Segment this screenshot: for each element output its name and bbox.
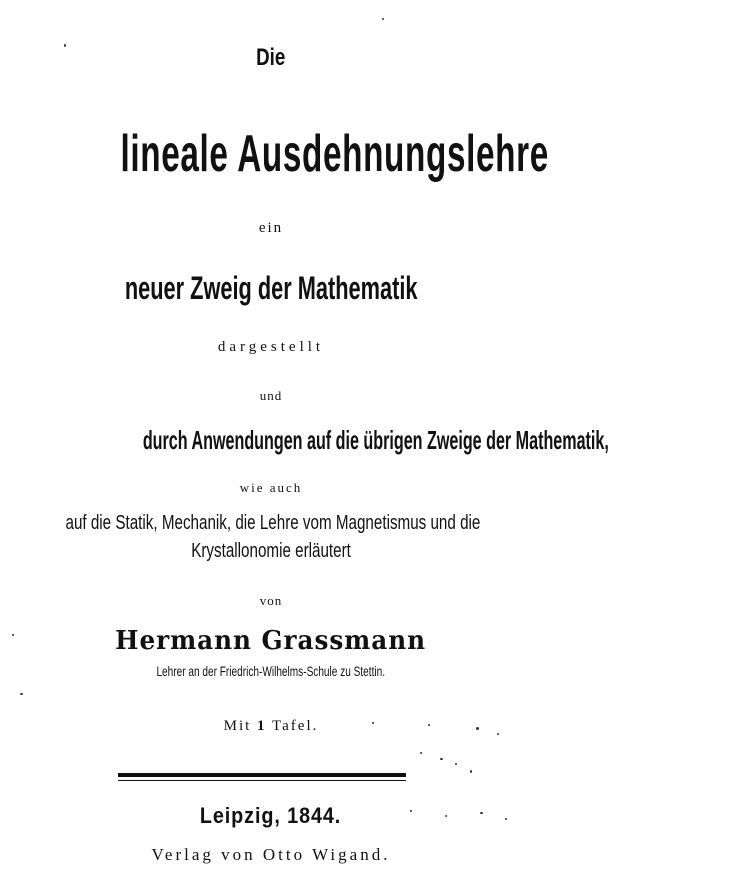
connector-und: und <box>259 388 283 403</box>
author-affiliation-text: Lehrer an der Friedrich-Wilhelms-Schule zu Stettin. <box>156 663 386 679</box>
plates-count: 1 <box>257 718 267 734</box>
scan-speck <box>410 810 412 812</box>
main-title-text: lineale Ausdehnungslehre <box>120 125 549 183</box>
imprint-place-year-text: Leipzig, 1844. <box>200 803 342 828</box>
subtitle <box>0 272 542 304</box>
author-name <box>0 628 542 654</box>
scan-speck <box>480 812 483 814</box>
connector-wie-auch: wie auch <box>239 480 303 495</box>
imprint-place-year <box>0 805 542 827</box>
scan-speck <box>20 693 23 695</box>
topics-line-continued-text: Krystallonomie erläutert <box>191 540 351 562</box>
scan-speck <box>372 722 374 724</box>
scan-speck <box>12 634 14 636</box>
plates-suffix: Tafel. <box>272 718 319 734</box>
scan-speck <box>497 733 499 735</box>
connector-dargestellt: dargestellt <box>217 339 325 355</box>
applications-line-text: durch Anwendungen auf die übrigen Zweige der Mathematik, <box>142 425 609 455</box>
plates-prefix: Mit <box>223 718 252 734</box>
scan-speck <box>505 818 507 820</box>
scan-speck <box>382 18 384 20</box>
applications-line <box>0 425 609 455</box>
main-title <box>0 125 549 183</box>
connector-von: von <box>259 593 283 608</box>
author-affiliation <box>0 664 542 680</box>
divider-thin <box>118 780 406 781</box>
scan-speck <box>428 724 430 726</box>
topics-line-continued <box>0 541 542 561</box>
scan-speck <box>64 44 66 47</box>
divider-thick <box>118 773 406 777</box>
scan-speck <box>476 727 479 730</box>
scan-speck <box>445 815 447 817</box>
author-name-text: Hermann Grassmann <box>115 626 427 656</box>
title-article-text: Die <box>256 44 286 71</box>
scan-speck <box>455 763 457 765</box>
title-article <box>0 46 542 70</box>
connector-ein: ein <box>258 220 284 236</box>
topics-line <box>0 513 542 533</box>
subtitle-text: neuer Zweig der Mathematik <box>124 270 418 306</box>
topics-line-text: auf die Statik, Mechanik, die Lehre vom Magnetismus und die <box>65 512 481 534</box>
plates-note <box>0 719 542 734</box>
imprint-publisher: Verlag von Otto Wigand. <box>151 845 391 864</box>
scan-speck <box>440 758 443 760</box>
scan-speck <box>420 752 422 754</box>
scan-speck <box>470 770 472 773</box>
